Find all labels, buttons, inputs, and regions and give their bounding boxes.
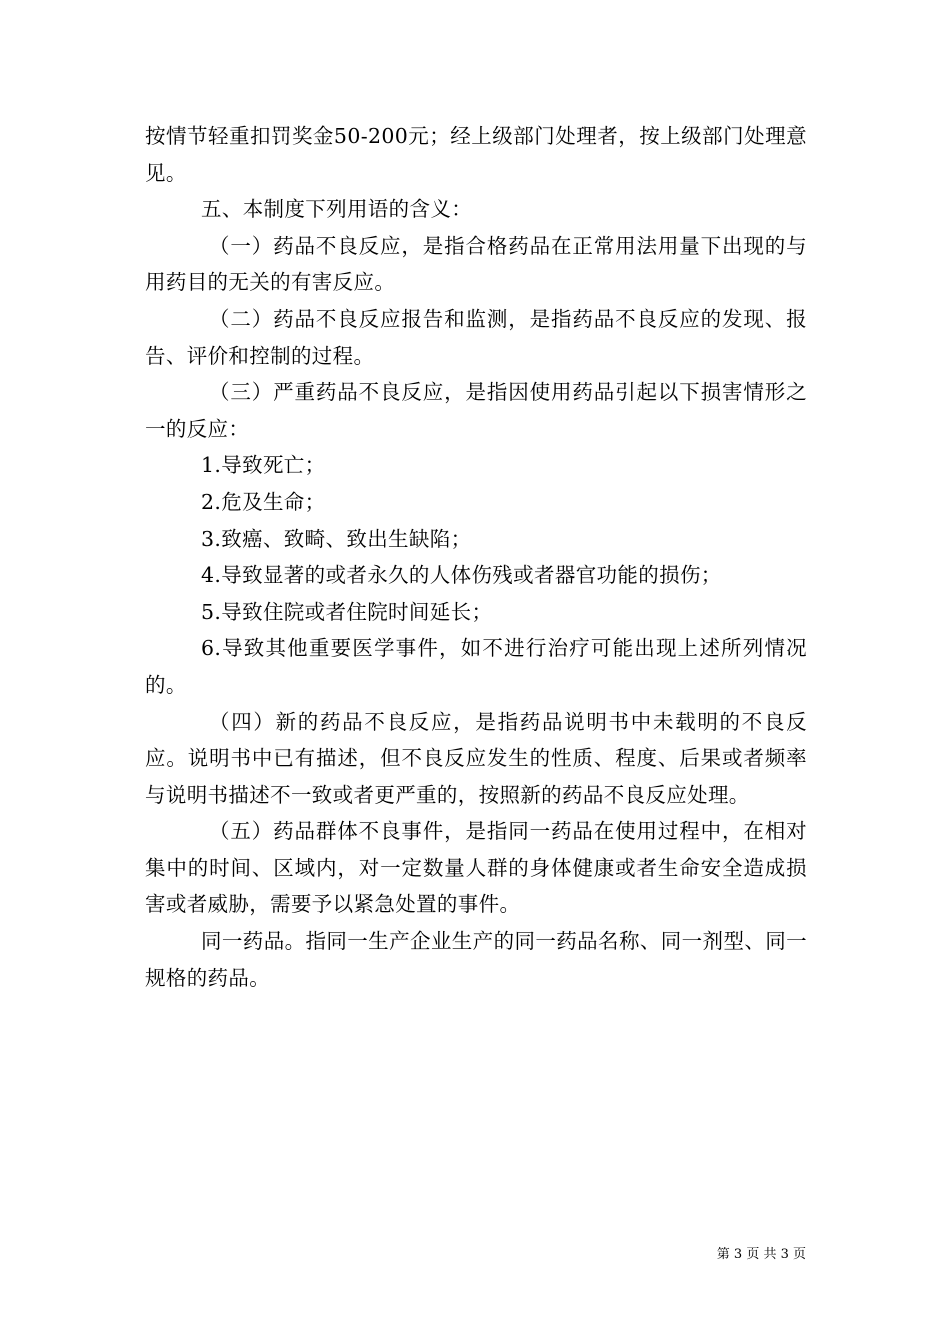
list-item-2: 2.危及生命； <box>201 489 326 514</box>
list-item-3: 3.致癌、致畸、致出生缺陷； <box>201 526 472 551</box>
list-item-4: 4.导致显著的或者永久的人体伤残或者器官功能的损伤； <box>201 563 722 588</box>
document-body <box>145 118 807 996</box>
paragraph-definition-4: （四）新的药品不良反应，是指药品说明书中未载明的不良反应。说明书中已有描述，但不良反应发生的性质、程度、后果或者频率与说明书描述不一致或者更严重的，按照新的药品不良反应处理。 <box>145 709 807 807</box>
list-item-5: 5.导致住院或者住院时间延长； <box>201 599 493 624</box>
paragraph-definition-5: （五）药品群体不良事件，是指同一药品在使用过程中，在相对集中的时间、区域内，对一定数量人群的身体健康或者生命安全造成损害或者威胁，需要予以紧急处置的事件。 <box>145 819 807 917</box>
paragraph-definition-3: （三）严重药品不良反应，是指因使用药品引起以下损害情形之一的反应： <box>145 380 807 441</box>
list-item-1: 1.导致死亡； <box>201 453 326 478</box>
paragraph-definition-1: （一）药品不良反应，是指合格药品在正常用法用量下出现的与用药目的无关的有害反应。 <box>145 233 807 295</box>
list-item-6: 6.导致其他重要医学事件，如不进行治疗可能出现上述所列情况的。 <box>145 636 807 697</box>
paragraph-same-drug: 同一药品。指同一生产企业生产的同一药品名称、同一剂型、同一规格的药品。 <box>145 929 807 990</box>
paragraph-penalty-continued: 按情节轻重扣罚奖金50-200元；经上级部门处理者，按上级部门处理意见。 <box>145 124 807 185</box>
paragraph-section-five-heading: 五、本制度下列用语的含义： <box>201 197 473 222</box>
paragraph-definition-2: （二）药品不良反应报告和监测，是指药品不良反应的发现、报告、评价和控制的过程。 <box>145 306 807 368</box>
page-number-footer: 第 3 页 共 3 页 <box>716 1247 806 1262</box>
